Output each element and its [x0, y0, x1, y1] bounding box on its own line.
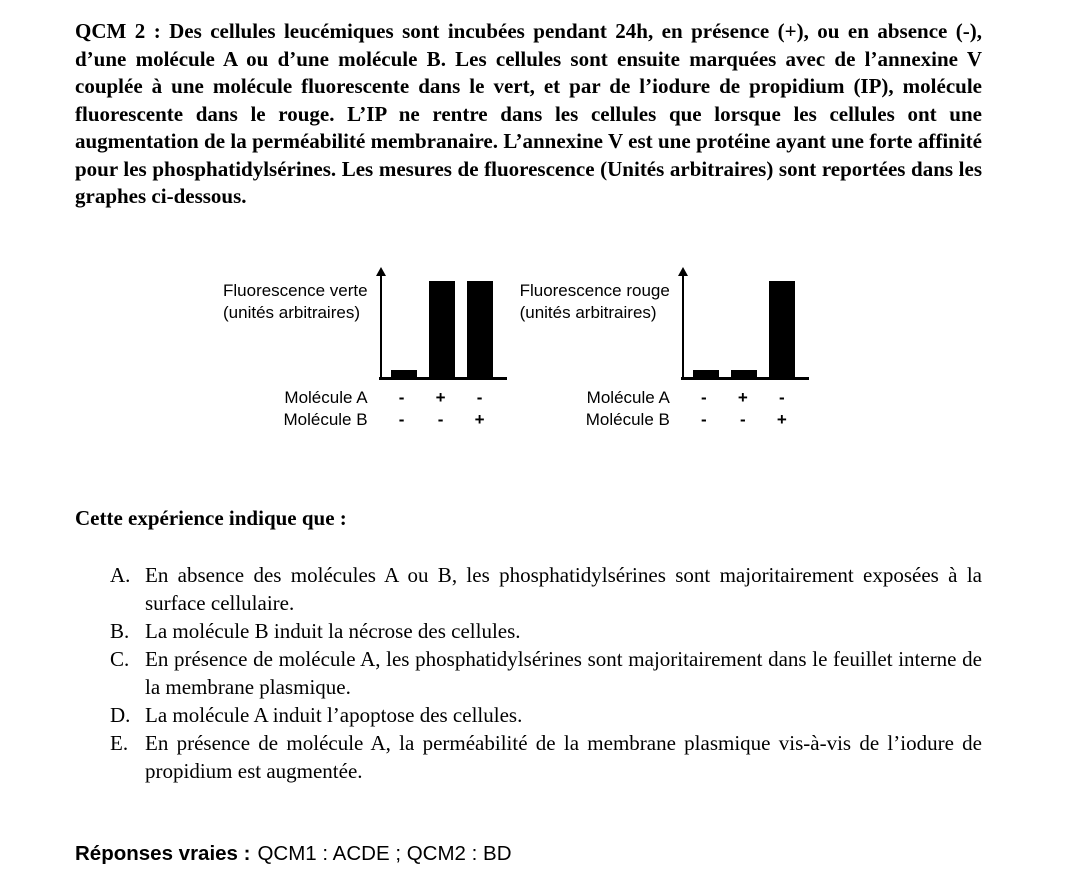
option-d-letter: D.	[110, 702, 131, 727]
option-a-letter: A.	[110, 562, 131, 587]
molecule-a-signs-row	[380, 387, 506, 409]
condition-sign: -	[476, 387, 483, 407]
option-c-letter: C.	[110, 646, 130, 671]
molecule-a-row-label: Molécule A	[284, 387, 368, 407]
molecule-a-row-label: Molécule A	[586, 387, 670, 407]
option-b-letter: B.	[110, 618, 130, 643]
condition-sign: +	[435, 387, 446, 407]
options-list	[75, 561, 982, 785]
red-chart-y-axis-label	[520, 267, 670, 324]
condition-sign: -	[740, 409, 746, 429]
molecule-b-signs-row	[380, 409, 506, 431]
charts-row	[223, 267, 982, 431]
condition-sign: -	[779, 387, 785, 407]
green-fluorescence-chart	[223, 267, 506, 431]
y-axis-label-line2: (unités arbitraires)	[223, 302, 360, 322]
answers-value: QCM1 : ACDE ; QCM2 : BD	[257, 841, 512, 865]
molecule-b-row-label: Molécule B	[585, 409, 670, 429]
option-e-text: En présence de molécule A, la perméabilité de la membrane plasmique vis-à-vis de l’iodure de propidium est augmentée.	[145, 730, 982, 783]
condition-sign: +	[776, 409, 787, 429]
green-chart-plot-area	[380, 267, 506, 380]
y-axis-label-line1: Fluorescence verte	[223, 280, 368, 300]
condition-sign: -	[398, 387, 405, 407]
molecule-a-signs-row	[682, 387, 808, 409]
green-chart-y-axis-label	[223, 267, 368, 324]
condition-sign: -	[701, 387, 707, 407]
answers-label: Réponses vraies :	[75, 841, 251, 865]
option-e	[75, 729, 982, 785]
red-chart-bars	[684, 273, 808, 377]
option-e-letter: E.	[110, 730, 129, 755]
red-fluorescence-chart	[520, 267, 808, 431]
bar	[429, 281, 455, 377]
option-a	[75, 561, 982, 617]
option-d	[75, 701, 982, 729]
bar	[467, 281, 493, 377]
y-axis-label-line2: (unités arbitraires)	[519, 302, 657, 322]
condition-sign: +	[737, 387, 748, 407]
option-b	[75, 617, 982, 645]
question-prompt: Cette expérience indique que :	[75, 505, 347, 530]
molecule-b-signs-row	[682, 409, 808, 431]
x-axis	[379, 377, 507, 380]
option-c	[75, 645, 982, 701]
condition-sign: +	[474, 409, 485, 429]
option-a-text: En absence des molécules A ou B, les phosphatidylsérines sont majoritairement exposées à la surface cellulaire.	[145, 562, 982, 615]
option-b-text: La molécule B induit la nécrose des cellules.	[145, 618, 521, 643]
condition-sign: -	[701, 409, 707, 429]
option-c-text: En présence de molécule A, les phosphatidylsérines sont majoritairement dans le feuillet interne de la membrane plasmique.	[145, 646, 982, 699]
answers-line	[75, 841, 982, 866]
x-axis	[681, 377, 809, 380]
question-paragraph: QCM 2 : Des cellules leucémiques sont incubées pendant 24h, en présence (+), ou en absence (-), d’une molécule A ou d’une molécule B. Les cellules sont ensuite marquées avec de l’annexine V couplée à une molécule fluorescente dans le vert, et par de l’iodure de propidium (IP), molécule fluorescente dans le rouge. L’IP ne rentre dans les cellules que lorsque les cellules ont une augmentation de la perméabilité membranaire. L’annexine V est une protéine ayant une forte affinité pour les phosphatidylsérines. Les mesures de fluorescence (Unités arbitraires) sont reportées dans les graphes ci-dessous.	[75, 19, 982, 208]
option-d-text: La molécule A induit l’apoptose des cellules.	[145, 702, 523, 727]
red-chart-plot-area	[682, 267, 808, 380]
green-chart-bars	[382, 273, 506, 377]
condition-sign: -	[437, 409, 444, 429]
condition-sign: -	[398, 409, 405, 429]
y-axis-label-line1: Fluorescence rouge	[519, 280, 670, 300]
molecule-b-row-label: Molécule B	[283, 409, 368, 429]
bar	[769, 281, 795, 377]
